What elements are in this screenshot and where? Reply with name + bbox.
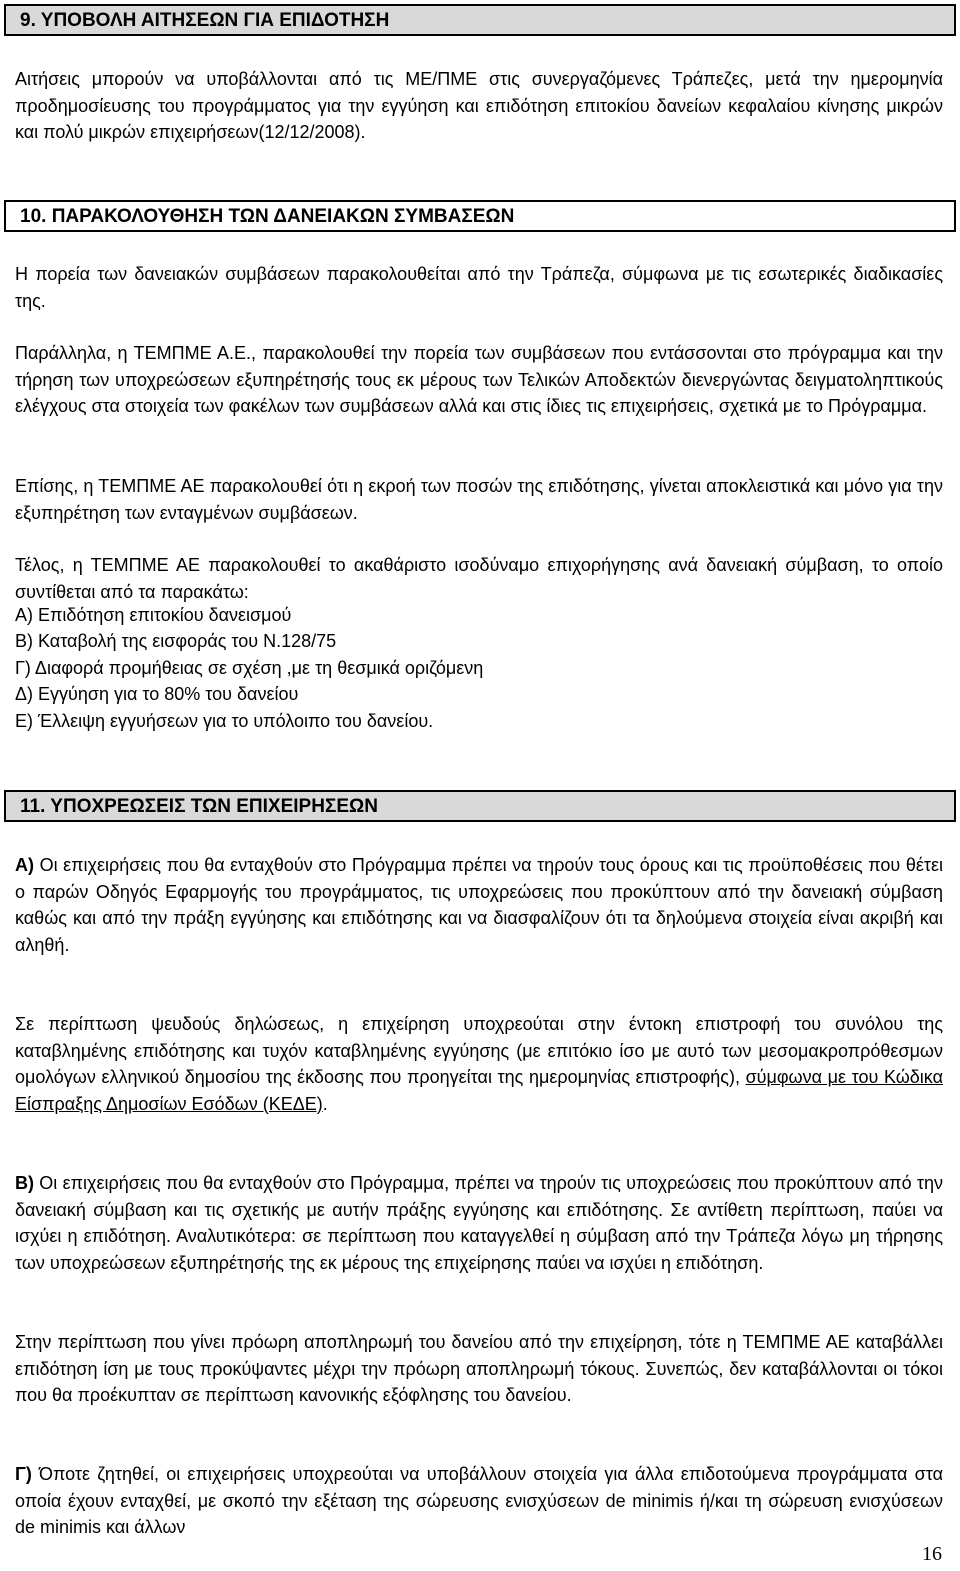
obligation-c-label: Γ): [15, 1464, 32, 1484]
section-10-heading: 10. ΠΑΡΑΚΟΛΟΥΘΗΣΗ ΤΩΝ ΔΑΝΕΙΑΚΩΝ ΣΥΜΒΑΣΕΩΝ: [20, 206, 515, 227]
false-declaration-end: .: [322, 1093, 328, 1114]
false-declaration-text: Σε περίπτωση ψευδούς δηλώσεως, η επιχείρηση υποχρεούται στην έντοκη επιστροφή του συνόλου της καταβλημένης επιδότησης και τυχόν καταβλημένης εγγύησης (με επιτόκιο ίσο με αυτό των μεσομακροπρόθεσμων ομολόγων ελληνικού δημοσίου της έκδοσης που προηγείται της ημερομηνίας επιστροφής),: [15, 1014, 943, 1088]
section-10-paragraph-1: Η πορεία των δανειακών συμβάσεων παρακολουθείται από την Τράπεζα, σύμφωνα με τις εσωτερικές διαδικασίες της.: [15, 264, 943, 311]
list-item: Ε) Έλλειψη εγγυήσεων για το υπόλοιπο του δανείου.: [15, 711, 434, 731]
section-10-paragraph-4: Τέλος, η ΤΕΜΠΜΕ ΑΕ παρακολουθεί το ακαθάριστο ισοδύναμο επιχορήγησης ανά δανειακή σύμβαση, το οποίο συντίθεται από τα παρακάτω:: [15, 555, 943, 602]
list-item: Γ) Διαφορά προμήθειας σε σχέση ,με τη θεσμικά οριζόμενη: [15, 658, 484, 678]
section-9-heading: 9. ΥΠΟΒΟΛΗ ΑΙΤΗΣΕΩΝ ΓΙΑ ΕΠΙΔΟΤΗΣΗ: [20, 10, 390, 31]
obligation-a-paragraph: [15, 852, 943, 958]
section-9-text: Αιτήσεις μπορούν να υποβάλλονται από τις ΜΕ/ΠΜΕ στις συνεργαζόμενες Τράπεζες, μετά την ημερομηνία προδημοσίευσης του προγράμματος για την εγγύηση και επιδότηση επιτοκίου δανείων κεφαλαίου κίνησης μικρών και πολύ μικρών επιχειρήσεων(12/12/2008).: [15, 69, 943, 143]
obligation-c-text: Όποτε ζητηθεί, οι επιχειρήσεις υποχρεούται να υποβάλλουν στοιχεία για άλλα επιδοτούμενα προγράμματα στα οποία έχουν ενταχθεί, με σκοπό την εξέταση της σώρευσης ενισχύσεων de minimis ή/και τη σώρευση ενισχύσεων de minimis και άλλων: [15, 1464, 943, 1538]
prepayment-paragraph: Στην περίπτωση που γίνει πρόωρη αποπληρωμή του δανείου από την επιχείρηση, τότε η ΤΕΜΠΜΕ ΑΕ καταβάλλει επιδότηση ίση με τους προκύψαντες μέχρι την πρόωρη αποπληρωμή τόκους. Συνεπώς, δεν καταβάλλονται οι τόκοι που θα προέκυπταν σε περίπτωση κανονικής εξόφλησης του δανείου.: [15, 1332, 943, 1406]
obligation-b-paragraph: [15, 1170, 943, 1276]
section-9-heading-box: [4, 4, 956, 36]
section-11-heading: 11. ΥΠΟΧΡΕΩΣΕΙΣ ΤΩΝ ΕΠΙΧΕΙΡΗΣΕΩΝ: [20, 796, 378, 817]
list-item: Α) Επιδότηση επιτοκίου δανεισμού: [15, 605, 292, 625]
obligation-b-label: Β): [15, 1173, 34, 1193]
list-item: Δ) Εγγύηση για το 80% του δανείου: [15, 684, 299, 704]
page-number: 16: [922, 1543, 942, 1565]
obligation-b-text: Οι επιχειρήσεις που θα ενταχθούν στο Πρόγραμμα, πρέπει να τηρούν τις υποχρεώσεις που προκύπτουν από την δανειακή σύμβαση και τις σχετικής με αυτήν πράξης εγγύησης και επιδότησης. Σε αντίθετη περίπτωση, παύει να ισχύει η επιδότηση. Αναλυτικότερα: σε περίπτωση που καταγγελθεί η σύμβαση από την Τράπεζα λόγω μη τήρησης των υποχρεώσεων εξυπηρέτησής της εκ μέρους της επιχείρησης παύει να ισχύει η επιδότηση.: [15, 1173, 943, 1273]
list-item: Β) Καταβολή της εισφοράς του Ν.128/75: [15, 631, 337, 651]
obligation-c-paragraph: [15, 1461, 943, 1541]
section-11-heading-box: [4, 790, 956, 822]
section-10-paragraph-2: Παράλληλα, η ΤΕΜΠΜΕ Α.Ε., παρακολουθεί την πορεία των συμβάσεων που εντάσσονται στο πρόγραμμα και την τήρηση των υποχρεώσεων εξυπηρέτησής τους εκ μέρους των Τελικών Αποδεκτών διενεργώντας δειγματοληπτικούς ελέγχους στα στοιχεία των φακέλων των συμβάσεων αλλά και στις ίδιες τις επιχειρήσεις, σχετικά με το Πρόγραμμα.: [15, 343, 943, 417]
false-declaration-paragraph: [15, 1011, 943, 1117]
section-10-heading-box: [4, 200, 956, 232]
kede-reference: σύμφωνα με του Κώδικα Είσπραξης Δημοσίων Εσόδων (ΚΕΔΕ): [15, 1067, 943, 1114]
obligation-a-label: Α): [15, 855, 34, 875]
section-10-paragraph-3: Επίσης, η ΤΕΜΠΜΕ ΑΕ παρακολουθεί ότι η εκροή των ποσών της επιδότησης, γίνεται αποκλειστικά και μόνο για την εξυπηρέτηση των ενταγμένων συμβάσεων.: [15, 476, 943, 523]
obligation-a-text: Οι επιχειρήσεις που θα ενταχθούν στο Πρόγραμμα πρέπει να τηρούν τους όρους και τις προϋποθέσεις που θέτει ο παρών Οδηγός Εφαρμογής του προγράμματος, τις υποχρεώσεις που προκύπτουν από την δανειακή σύμβαση καθώς και από την πράξη εγγύησης και επιδότησης και να διασφαλίζουν ότι τα δηλούμενα στοιχεία είναι ακριβή και αληθή.: [15, 855, 943, 955]
